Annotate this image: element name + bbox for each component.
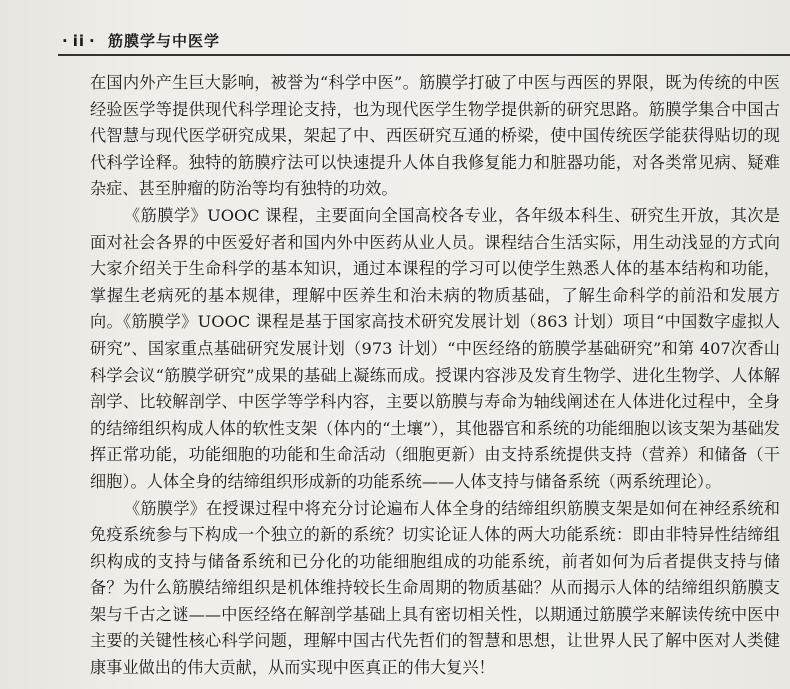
running-head bbox=[62, 30, 220, 51]
head-dot-right: · bbox=[89, 32, 96, 50]
body-text bbox=[90, 70, 780, 682]
paragraph-3: 《筋膜学》在授课过程中将充分讨论遍布人体全身的结缔组织筋膜支架是如何在神经系统和免疫系统参与下构成一个独立的新的系统？切实论证人体的两大功能系统：即由非特异性结缔组织构成的支持与储备系统和已分化的功能细胞组成的功能系统，前者如何为后者提供支持与储备？为什么筋膜结缔组织是机体维持较长生命周期的物质基础？从而揭示人体的结缔组织筋膜支架与千古之谜——中医经络在解剖学基础上具有密切相关性，以期通过筋膜学来解读传统中医中主要的关键性核心科学问题，理解中国古代先哲们的智慧和思想，让世界人民了解中医对人类健康事业做出的伟大贡献，从而实现中医真正的伟大复兴！ bbox=[90, 498, 780, 678]
head-dot-left: · bbox=[62, 32, 69, 50]
book-title: 筋膜学与中医学 bbox=[107, 32, 220, 50]
page-number: ii bbox=[72, 32, 85, 50]
paragraph-2: 《筋膜学》UOOC 课程，主要面向全国高校各专业，各年级本科生、研究生开放，其次是面对社会各界的中医爱好者和国内外中医药从业人员。课程结合生活实际，用生动浅显的方式向大家介绍关于生命科学的基本知识，通过本课程的学习可以使学生熟悉人体的基本结构和功能，掌握生老病死的基本规律，理解中医养生和治未病的物质基础，了解生命科学的前沿和发展方向。《筋膜学》UOOC 课程是基于国家高技术研究发展计划（863 计划）项目“中国数字虚拟人研究”、国家重点基础研究发展计划（973 计划）“中医经络的筋膜学基础研究”和第 407次香山科学会议“筋膜学研究”成果的基础上凝练而成。授课内容涉及发育生物学、进化生物学、人体解剖学、比较解剖学、中医学等学科内容，主要以筋膜与寿命为轴线阐述在人体进化过程中，全身的结缔组织构成人体的软性支架（体内的“土壤”），其他器官和系统的功能细胞以该支架为基础发挥正常功能，功能细胞的功能和生命活动（细胞更新）由支持系统提供支持（营养）和储备（干细胞）。人体全身的结缔组织形成新的功能系统——人体支持与储备系统（两系统理论）。 bbox=[90, 205, 780, 491]
header-rule bbox=[58, 54, 790, 56]
paragraph-1: 在国内外产生巨大影响，被誉为“科学中医”。筋膜学打破了中医与西医的界限，既为传统的中医经验医学等提供现代科学理论支持，也为现代医学生物学提供新的研究思路。筋膜学集合中国古代智慧与现代医学研究成果，架起了中、西医研究互通的桥梁，使中国传统医学能获得贴切的现代科学诠释。独特的筋膜疗法可以快速提升人体自我修复能力和脏器功能，对各类常见病、疑难杂症、甚至肿瘤的防治等均有独特的功效。 bbox=[90, 73, 780, 199]
